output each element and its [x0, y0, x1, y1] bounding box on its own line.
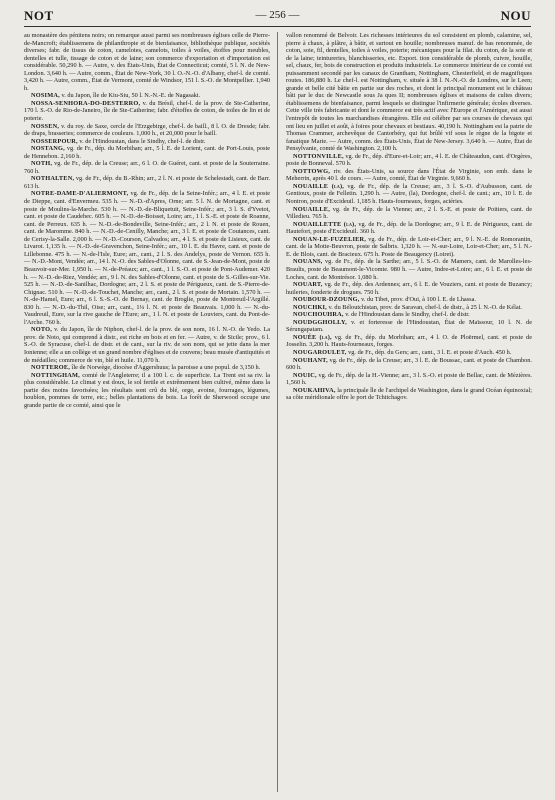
entry-text: riv. des États-Unis, sa source dans l'État de Virginie, son emb. dans le Meherrin, après 40 l. de cours. — Autre, comté, État de Virginie. 9,660 h. [286, 167, 532, 183]
entry-text: vg. de Fr., dép. du B.-Rhin; arr., 2 l. N. et poste de Schelestadt, cant. de Barr. 613 h. [24, 175, 270, 190]
entry-headword: NOUAILLE, [293, 205, 330, 213]
entry-text: vg. de Fr., dép. d'Eure-et-Loir; arr., 4 l. E. de Châteaudun, cant. d'Orgères, poste de Bonneval. 570 h. [286, 152, 532, 168]
entry-text: vg. de Fr., dép. de la Creuse; arr., 6 l. O. de Guéret, cant. et poste de la Souterraine. 760 h. [24, 160, 270, 175]
dictionary-entry [24, 326, 270, 364]
entry-headword: NOUHANT, [293, 356, 328, 364]
entry-headword: NOSSA-SENHORA-DO-DESTERRO, [31, 99, 141, 107]
header-rule [24, 26, 531, 27]
entry-headword: NOUAILLE (la), [293, 182, 345, 190]
entry-text: v. du Béloutchistan, prov. de Saravan, chef-l. de distr., à 25 l. N.-O. de Kélat. [328, 303, 523, 311]
entry-headword: NOTHALTEN, [31, 175, 75, 183]
entry-headword: NOUÉE (la), [293, 333, 332, 341]
entry-text: vg. de Fr., dép. de la Creuse; arr., 3 l. E. de Boussac, cant. et poste de Chambon. 600 h. [286, 356, 532, 372]
dictionary-entry [24, 32, 270, 92]
dictionary-entry [286, 32, 532, 153]
dictionary-entry [286, 221, 532, 236]
dictionary-entry [286, 236, 532, 259]
entry-headword: NOSSERPOUR, [31, 137, 78, 145]
dictionary-entry [286, 334, 532, 349]
entry-text: vg. de Fr., dép. des Ardennes; arr., 6 l. E. de Vouziers, cant. et poste de Buzancy; huileries, fonderie de drogues. 750 h. [286, 281, 532, 296]
dictionary-entry [24, 92, 270, 100]
entry-headword: NOTRE-DAME-D'ALIERMONT, [31, 190, 129, 198]
entry-text: vg. de Fr., dép. de la Creuse; arr., 3 l. S.-O. d'Aubusson, cant. de Gentioux, poste de Felletin. 1,290 h. — Autre, (la), Dordogne, chef-l. de cant.; arr., 10 l. E. de Nontron, poste d'Excideuil. 1,185 h. Hauts-fourneaux, forges, aciéries. [286, 182, 532, 206]
dictionary-entry [286, 168, 532, 183]
page-header [24, 8, 531, 24]
dictionary-entry [24, 372, 270, 410]
dictionary-entry [286, 281, 532, 296]
entry-text: v. et forteresse de l'Hindoustan, État de Maïssour, 10 l. N. de Sérungapatam. [286, 318, 532, 334]
entry-text: comté de l'Angleterre; il a 100 l. c. de superficie. La Trent est sa riv. la plus considérable. Le climat y est doux, le sol fertile et extrêmement bien cultivé, même dans la partie des moins favorisées; les résultats sont crû du blé, orge, avoine, fourrages, légumes, houblon, pommes de terre, etc.; belles plantations de bois. La forêt de Sherwood occupe une grande partie de ce comté, ainsi que le [24, 371, 270, 409]
entry-text: v. du Tibet, prov. d'Oui, à 100 l. E. de Lhassa. [361, 296, 476, 304]
entry-headword: NOUCHOUHRA, [293, 311, 344, 319]
entry-headword: NOTTINGHAM, [31, 371, 80, 379]
dictionary-entry [24, 175, 270, 190]
header-right-word: NOU [500, 8, 531, 23]
entry-headword: NOUKAHIVA, [293, 386, 336, 394]
entry-text: au monastère des pénitens noirs; on remarque aussi parmi ses nombreuses églises celle de Pierre-de-Mancroft; établissemens de philanthropie et de bienfaisance, bibliothèque publique, sociétés diverses; fabr. de tissus de coton, camelotes, camelots, toiles à voiles, étoffes pour meubles, dentelles et tulle, tissage de coton et de laine; son commerce d'exportation et d'importation est considérable. 50,290 h. — Autre, v. des États-Unis, État de Connecticut; comté, 5 l. N. de New-London. 3,640 h. — Autre, comm., État de New-York, 30 l. O.-N.-O. d'Albany, chef-l. de comté. 3,420 h. — Autre, comm., État de Vermont, comté de Windsor, 151 l. S.-O. de Montpellier. 1,940 h. [24, 32, 270, 92]
dictionary-entry [24, 160, 270, 175]
entry-headword: NOTTONVILLE, [293, 152, 344, 160]
entry-headword: NOUBOUR-DZOUNG, [293, 296, 360, 304]
dictionary-entry [286, 311, 532, 319]
entry-text: v. du roy. de Saxe, cercle de l'Erzgebirge, chef-l. de baill., 8 l. O. de Dresde; fabr. de draps, brasseries; commerce de couleurs. 1,000 h., et 20,000 pour le baill. [24, 122, 270, 138]
entry-text: v. du Japon, île de Kiu-Siu, 50 l. N.-N.-E. de Nagasaki. [61, 92, 201, 100]
dictionary-entry [286, 349, 532, 357]
entry-headword: NOUGAROULET, [293, 348, 347, 356]
dictionary-entry [24, 145, 270, 160]
entry-headword: NOUAILLETTE (la), [293, 220, 357, 228]
entry-headword: NOSSEN, [31, 122, 60, 130]
entry-headword: NOUART, [293, 281, 323, 289]
entry-text: vg. de Fr., dép. de la H.-Vienne; arr., 3 l. S.-O. et poste de Bellac, cant. de Mézières. 1,560 h. [286, 371, 532, 387]
entry-text: vg. de Fr., dép. de la Vienne; arr., 2 l. S.-E. et poste de Poitiers, cant. de Villedieu. 765 h. [286, 205, 532, 221]
entry-headword: NOTTOWG, [293, 167, 330, 175]
dictionary-entry [286, 387, 532, 402]
header-left-word: NOT [24, 8, 54, 23]
entry-headword: NOUDGGHOLLY, [293, 318, 347, 326]
entry-text: vg. de Fr., dép. de la Sarthe; arr., 5 l. S.-O. de Mamers, cant. de Marolles-les-Braults, poste de Beaumont-le-Vicomte. 980 h. — Autre, Indre-et-Loire; arr., 6 l. E. et poste de Loches, cant. de Montrésor. 1,080 h. [286, 258, 532, 281]
entry-text: vg. de Fr., dép. du Gers; arr., cant., 3 l. E. et poste d'Auch. 450 h. [348, 348, 512, 356]
entry-headword: NOSIMA, [31, 92, 60, 100]
dictionary-entry [24, 100, 270, 123]
entry-text: vg. de Fr., dép. du Morbihan; arr., 4 l. O. de Ploërmel, cant. et poste de Josselin. 3,200 h. Hauts-fourneaux, forges. [286, 333, 532, 349]
right-column [286, 32, 532, 792]
entry-text: vg. de Fr., dép. de la Dordogne; arr., 9 l. E. de Périgueux, cant. de Hautefort, poste d'Excideuil. 360 h. [286, 220, 532, 236]
dictionary-entry [286, 258, 532, 281]
dictionary-entry [286, 319, 532, 334]
dictionary-entry [286, 206, 532, 221]
entry-headword: NOUANS, [293, 258, 323, 266]
entry-headword: NOTH, [31, 160, 53, 168]
entry-text: v. de l'Hindoustan, dans le Sindhy, chef-l. de distr. [79, 137, 206, 145]
entry-headword: NOTO, [31, 326, 53, 334]
entry-text: vg. de Fr., dép. de Loir-et-Cher; arr., 9 l. N.-E. de Romorantin, cant. de la Motte-Beuvron, poste de Salbris. 1,320 h. — N.-sur-Loire, Loir-et-Cher; arr., 5 l. N.-E. de Blois, cant. de Bracieux. 675 h. Poste de Beaugency (Loiret). [286, 235, 532, 258]
dictionary-entry [24, 123, 270, 138]
dictionary-entry [24, 138, 270, 146]
dictionary-entry [286, 153, 532, 168]
column-divider [277, 32, 278, 792]
entry-text: v. du Japon, île de Niphon, chef-l. de la prov. de son nom, 16 l. N.-O. de Yedo. La prov. de Noto, qui comprend à distr., est riche en bois et en fer. — Autre, v. de Sicile; prov., 6 l. S.-O. de Syracuse, chef-l. de distr. et de cant., sur la riv. de son nom, qui se jette dans la mer Ionienne; elle a un collège et un grand nombre d'églises et de couvens; beau musée d'antiquités et de médailles; commerce de vin, blé et huile. 11,070 h. [24, 326, 270, 364]
page-number: — 256 — [255, 9, 300, 21]
dictionary-entry [286, 296, 532, 304]
entry-text: vg. de Fr., dép. de la Seine-Infér.; arr., 4 l. E. et poste de Dieppe, cant. d'Envermeu. 535 h. — N.-D.-d'Apres, Orne; arr. 5 l. N. de Mortagne, cant. et poste de Moulins-la-Marche. 530 h. — N.-D.-de-Bliquetuit, Seine-Infér.; arr., 3 l. S. d'Yvetot, cant. et poste de Caudebec. 605 h. — N.-D.-de-Boisset, Loire; arr., 1 l. S.-E. et poste de Roanne, cant. de Perreux. 635 h. — N.-D.-de-Bondeville, Seine-Infér.; arr., 2 l. N. et poste de Rouen, cant. de Maromme. 840 h. — N.-D.-de-Cenilly, Manche; arr., 3 l. E. et poste de Coutances, cant. de Cerisy-la-Salle. 2,000 h. — N.-D.-Courson, Calvados; arr., 4 l. S. et poste de Lisieux, cant. de Livarot. 1,135 h. — N.-D.-de-Gravenchon, Seine-Infér.; arr., 10 l. E. du Havre, cant. et poste de Lillebonne. 475 h. — N.-de-l'Isle, Eure; arr., cant., 2 l. S. des Andelys, poste de Vernon. 655 h. — N.-D.-Mont, Vendée; arr., 14 l. N.-O. des Sables-d'Olonne, cant. de S.-Jean-de-Mont, poste de Beauvoir-sur-Mer. 1,950 h. — N.-de-Préaux; arr., cant., 1 l. S.-O. et poste de Pont-Audemer. 420 h. — N.-D.-de-Riez, Vendée; arr., 9 l. N. des Sables-d'Olonne, cant. et poste de S.-Gilles-sur-Vie. 525 h. — N.-D.-de-Sanilhac, Dordogne; arr., 2 l. S. et poste de Périgueux, cant. de S.-Pierre-de-Chignac. 510 h. — N.-D.-de-Touchet, Manche; arr., cant., 2 l. S. et poste de Mortain. 1,570 h. — N.-de-Hamel, Eure; arr., 6 l. S.-S.-O. de Bernay, cant. de Broglie, poste de Montreuil-l'Argillé. 830 h. — N.-D.-du-Thil, Oise; arr., cant., 1¼ l. N. et poste de Beauvais. 1,000 h. — N.-du-Vaudreuil, Eure, sur la rive gauche de l'Eure; arr., 1 l. N. et poste de Louviers, cant. du Pont-de-l'Arche. 760 h. [24, 190, 270, 326]
entry-text: vg. de Fr., dép. du Morbihan; arr., 5 l. E. de Lorient, cant. de Port-Louis, poste de Hennebon. 2,160 h. [24, 145, 270, 160]
entry-text: la principale île de l'archipel de Washington, dans le grand Océan équinoxial; sa côte méridionale offre le port de Tchitchagov. [286, 386, 532, 402]
dictionary-entry [286, 183, 532, 206]
left-column [24, 32, 270, 792]
entry-headword: NOUCHKI, [293, 303, 327, 311]
entry-text: vallon renommé de Belvoir. Les richesses intérieures du sol consistent en plomb, calamine, sel, pierre à chaux, à plâtre, à bâtir, et surtout en houille; nombreuses manuf. de bas renommée, de coton, soie, fil, dentelles, toiles à voiles, poterie; mécaniques pour la filat. du coton, de la soie et de la laine; teintureries, blanchisseries, etc. Export. tion considérable de plomb, cuivre, houille, sel, chaux, fer, bois de construction et produits industriels. Le commerce intérieur de ce comté est puissamment secondé par les canaux de Grantham, Nottingham, Chesterfield, et de magnifiques routes. 186,880 h. Le chef-l. est Nottingham, v. située à 38 l. N.-N.-O. de Londres, sur le Leen; grande et belle cité bâtie en partie sur des roches, et dont le principal monument est le château bâti par le duc de Newcastle sous Ja ques II; nombreuses églises et maisons de cultes divers; établissemens de bienfaisance, parmi lesquels se distingue l'infirmerie générale; écoles diverses. Cette ville très fabricante et dont le commerce est très actif avec l'Europe et l'Amérique, est aussi l'entrepôt de toutes les marchandises étrangères. Elle est célèbre par ses courses de chevaux qui ont lieu en juillet et août, à foires pour chevaux et bestiaux. 40,190 h. Nottingham est la patrie de Thomas Crammer, archevêque de Cantorbéry, qui fut brûlé vif sous le règne de la bigote et fanatique Marie. — Autre, comm. des États-Unis, État de New-Jersey. 3,640 h. — Autre, État de Pensylvanie, comté de Washington. 2,100 h. [286, 32, 532, 153]
entry-headword: NOUAN-LE-FUZELIER, [293, 235, 367, 243]
dictionary-entry [286, 372, 532, 387]
entry-headword: NOSTANG, [31, 145, 65, 153]
entry-text: v. de l'Hindoustan dans le Sindhy, chef-l. de distr. [345, 311, 470, 319]
dictionary-entry [286, 357, 532, 372]
dictionary-entry [286, 304, 532, 312]
entry-headword: NOTTEROE, [31, 364, 71, 372]
entry-text: v. du Brésil, chef-l. de la prov. de Ste-Catherine, 170 l. S.-O. de Rio-de-Janeiro, île de Ste-Catherine; fabr. d'étoffes de coton, de toiles de lin et de poterie. [24, 99, 270, 123]
entry-headword: NOUIC, [293, 371, 317, 379]
dictionary-entry [24, 190, 270, 326]
dictionary-entry [24, 364, 270, 372]
entry-text: île de Norwège, diocèse d'Aggershuus; la paroisse a une popul. de 3,150 h. [71, 364, 261, 372]
